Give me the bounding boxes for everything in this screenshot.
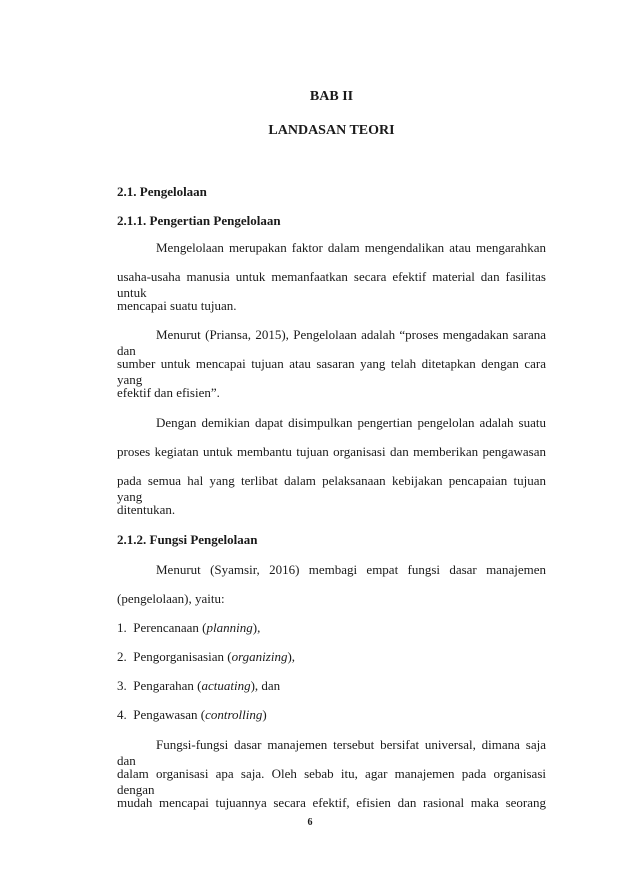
- list-item: 2. Pengorganisasian (organizing),: [117, 649, 296, 664]
- list-item: 4. Pengawasan (controlling): [117, 707, 267, 722]
- paragraph-line: dalam organisasi apa saja. Oleh sebab itu, agar manajemen pada organisasi dengan: [117, 766, 546, 797]
- paragraph-line: mencapai suatu tujuan.: [117, 298, 237, 313]
- paragraph-line: efektif dan efisien”.: [117, 385, 220, 400]
- paragraph-line: Menurut (Priansa, 2015), Pengelolaan adalah “proses mengadakan sarana dan: [117, 327, 546, 358]
- paragraph-line: (pengelolaan), yaitu:: [117, 591, 225, 606]
- paragraph-line: ditentukan.: [117, 502, 176, 517]
- subsection-heading: 2.1.1. Pengertian Pengelolaan: [117, 213, 281, 228]
- paragraph-line: proses kegiatan untuk membantu tujuan organisasi dan memberikan pengawasan: [117, 444, 546, 459]
- paragraph-line: Menurut (Syamsir, 2016) membagi empat fungsi dasar manajemen: [156, 562, 546, 577]
- paragraph-line: Mengelolaan merupakan faktor dalam mengendalikan atau mengarahkan: [156, 240, 546, 255]
- paragraph-line: sumber untuk mencapai tujuan atau sasaran yang telah ditetapkan dengan cara yang: [117, 356, 546, 387]
- page-number: 6: [307, 817, 313, 828]
- paragraph-line: pada semua hal yang terlibat dalam pelaksanaan kebijakan pencapaian tujuan yang: [117, 473, 546, 504]
- paragraph-line: Dengan demikian dapat disimpulkan pengertian pengelolan adalah suatu: [156, 415, 546, 430]
- chapter-number: BAB II: [309, 89, 354, 104]
- section-heading: 2.1. Pengelolaan: [117, 184, 207, 199]
- paragraph-line: Fungsi-fungsi dasar manajemen tersebut bersifat universal, dimana saja dan: [117, 737, 546, 768]
- paragraph-line: usaha-usaha manusia untuk memanfaatkan secara efektif material dan fasilitas untuk: [117, 269, 546, 300]
- subsection-heading: 2.1.2. Fungsi Pengelolaan: [117, 532, 258, 547]
- list-item: 1. Perencanaan (planning),: [117, 620, 261, 635]
- chapter-title: LANDASAN TEORI: [268, 123, 395, 138]
- list-item: 3. Pengarahan (actuating), dan: [117, 678, 281, 693]
- paragraph-line: mudah mencapai tujuannya secara efektif, efisien dan rasional maka seorang: [117, 795, 546, 810]
